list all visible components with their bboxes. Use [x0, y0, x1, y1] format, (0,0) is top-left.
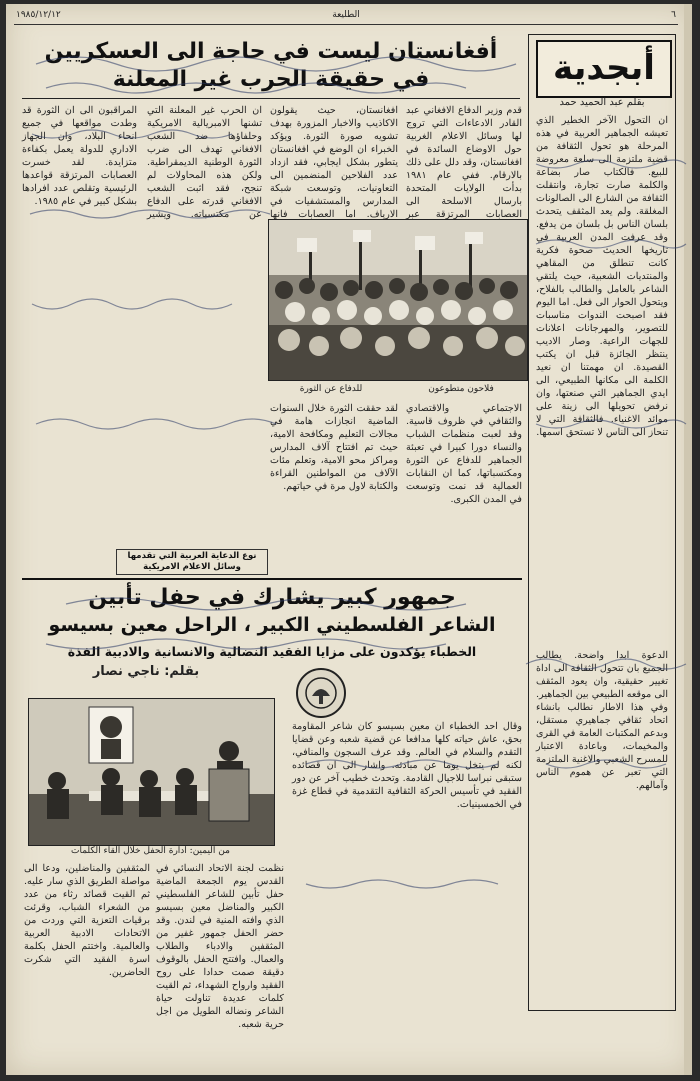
lead-text-bottom-right: الاجتماعي والاقتصادي والثقافي في ظروف قاسية. وقد لعبت منظمات الشباب والنساء دورا كبيرا في تعبئة الجماهير للدفاع عن الثورة ومكتسباتها، كما ان النقابات العمالية قد نمت وتوسعت في المدن الكبرى.: [406, 403, 522, 505]
issue-date: ١٩٨٥/١٢/١٢: [16, 10, 61, 20]
crowd-photo-svg: [269, 220, 527, 380]
podium-photo-svg: [29, 699, 274, 845]
lead-photo-caption-left: للدفاع عن الثورة: [299, 384, 363, 394]
poet-body-right: [156, 862, 284, 1030]
lead-footer-box: [116, 549, 268, 575]
lead-headline-rule: [22, 98, 520, 99]
lead-text-bottom-mid: لقد حققت الثورة خلال السنوات الماضية انجازات هامة في مجالات التعليم ومكافحة الامية، حيث تم افتتاح آلاف المدارس ومراكز محو الامية، وتعلم مئات الآلاف من المواطنين القراءة والكتابة لاول مرة في حياتهم.: [270, 403, 398, 492]
page-edge: [684, 4, 692, 1075]
poet-body-center: [292, 720, 522, 1016]
poet-photo-podium: [28, 698, 275, 846]
lead-body-left: [22, 104, 262, 574]
emblem-icon: [298, 670, 344, 716]
abjadiya-logo: [536, 40, 672, 98]
poet-text-right: نظمت لجنة الاتحاد النسائي في القدس يوم الجمعة الماضية حفل تأبين للشاعر الفلسطيني الكبير والمناضل معين بسيسو الذي وافته المنية في لندن. وقد حضر الحفل جمهور غفير من المثقفين والادباء والطلاب والعمال. وافتتح الحفل بالوقوف دقيقة صمت حدادا على روح الفقيد وارواح الشهداء، ثم القيت كلمات عديدة تناولت حياة الشاعر ونضاله الطويل من اجل حرية شعبه.: [156, 863, 284, 1030]
masthead: الطليعة: [332, 10, 360, 20]
poet-text-left: المثقفين والمناضلين، ودعا الى مواصلة الطريق الذي سار عليه. ثم القيت قصائد رثاء من عدد من الشعراء الشباب، وقرئت برقيات التعزية التي وردت من الاتحادات الادبية العربية والعالمية. واختتم الحفل بكلمة اسرة الفقيد التي شكرت الحاضرين.: [24, 863, 150, 978]
abjadiya-body-continued: [536, 649, 668, 1004]
lead-photo-crowd: [268, 219, 528, 381]
poet-headline-2: الشاعر الفلسطيني الكبير ، الراحل معين بسيسو: [48, 614, 496, 636]
abjadiya-text: ان التحول الآخر الخطير الذي تعيشه الجماهير العربية في هذه المرحلة هو تحول الثقافة من قضية ملتزمة الى سلعة معروضة للبيع. فالكتاب صار بضاعة والكلمة صارت تجارة، وانتقلت الثقافة من الشارع الى الصالونات المغلقة. ولم يعد المثقف يتحدث بلسان الناس بل بلسان من يدفع. وقد عرفت المدن العربية في تاريخها الحديث صحوة فكرية كانت تنطلق من المقاهي والمنتديات الشعبية، حيث يلتقي الشاعر بالعامل والطالب بالفلاح، ويتحول الحوار الى فعل. اما اليوم فقد اصبحت الندوات مناسبات للتصوير، والمهرجانات اعلانات للجهات الراعية. وصار الاديب ينتظر الجائزة قبل ان يكتب القصيدة. ان مهمتنا ان نعيد الكلمة الى مكانها الطبيعي، الى ايدي الجماهير التي صنعتها، وان نرفض تحويلها الى زينة على موائد الاغنياء. فالثقافة التي لا تنحاز الى الناس لا تستحق اسمها.: [536, 115, 668, 438]
poet-photo-caption: من اليمين: ادارة الحفل خلال القاء الكلمات: [71, 846, 230, 856]
abjadiya-body: [536, 114, 668, 644]
poet-text-center: وقال احد الخطباء ان معين بسيسو كان شاعر المقاومة بحق، عاش حياته كلها مدافعا عن قضية شعبه وعن قضايا التقدم والسلام في العالم. وقد عرف السجون والمنافي، لكنه لم يتخل يوما عن مبادئه. واشار الى ان قصائده ستبقى نبراسا للاجيال القادمة. وتحدث خطيب آخر عن دور الفقيد في تأسيس الحركة الثقافية التقدمية في قطاع غزة في الخمسينيات.: [292, 721, 522, 810]
abjadiya-text-continued: الدعوة ابدا واضحة. يطالب الجميع بان تتحول الثقافة الى اداة تغيير حقيقية، وان يعود المثقف الى موقعه الطبيعي بين الجماهير. وفي هذا الاطار نطالب بانشاء اتحاد ثقافي جماهيري مستقل، وبدعم المكتبات العامة في القرى والمخيمات، وباعادة الاعتبار للمسرح الشعبي والاغنية الملتزمة التي تعبر عن هموم الناس وآمالهم.: [535, 650, 668, 791]
lead-body-mid: [270, 104, 398, 220]
poet-body-left: [24, 862, 150, 1016]
poet-kicker: بقلم: ناجي نصار: [92, 664, 200, 679]
newspaper-page: [6, 4, 692, 1075]
lead-headline-1: أفغانستان ليست في حاجة الى العسكريين: [44, 39, 498, 64]
lead-photo-caption-right: فلاحون متطوعون: [428, 384, 494, 394]
lead-headline-2: في حقيقة الحرب غير المعلنة: [112, 67, 430, 92]
poet-subhead: الخطباء يؤكدون على مزايا الفقيد النضالية والانسانية والادبية الفذة: [67, 644, 477, 659]
abjadiya-byline: بقلم عبد الحميد حمد: [559, 97, 645, 108]
lead-text-right: قدم وزير الدفاع الافغاني عبد القادر الادعاءات التي تروج لها وسائل الاعلام الغربية حول الاوضاع السائدة في افغانستان، وقد دلل على ذلك بالارقام. ففي عام ١٩٨١ بدأت الولايات المتحدة بارسال الاسلحة الى العصابات المرتزقة عبر: [406, 105, 522, 220]
lead-body-bottom-mid: [270, 402, 398, 570]
poet-headline-1: جمهور كبير يشارك في حفل تأبين: [88, 585, 456, 610]
section-divider: [22, 578, 522, 580]
lead-footer-note: نوع الدعاية العربية التي تقدمها وسائل الاعلام الامريكية: [127, 551, 257, 572]
union-emblem: [296, 668, 346, 718]
lead-body-bottom-right: [406, 402, 522, 570]
page-header: [14, 10, 678, 25]
lead-text-left: ان الحرب غير المعلنة التي تشنها الامبريالية الامريكية وحلفاؤها ضد الشعب الافغاني تهدف الى ضرب الثورة الوطنية الديمقراطية. ولكن هذه المحاولات لم تنجح، فقد اثبت الشعب الافغاني قدرته على الدفاع عن مكتسباته. ويشير المراقبون الى ان الثورة قد وطدت مواقعها في جميع انحاء البلاد، وان الجهاز الاداري للدولة يعمل بكفاءة متزايدة. لقد خسرت العصابات المرتزقة قواعدها الرئيسية وتقلص عدد افرادها بشكل كبير في عام ١٩٨٥.: [22, 105, 262, 220]
abjadiya-logo-text: أبجدية: [553, 48, 655, 88]
lead-text-mid: افغانستان، حيث يقولون الاكاذيب والاخبار المزورة بهدف تشويه صورة الثورة. ويؤكد الخبراء ان الوضع في افغانستان يتطور بشكل ايجابي، فقد ازداد عدد الفلاحين المنضمين الى التعاونيات، وتوسعت شبكة المدارس والمستشفيات في الارياف. اما العصابات فانها: [270, 105, 398, 220]
page-number: ٦: [671, 10, 676, 20]
